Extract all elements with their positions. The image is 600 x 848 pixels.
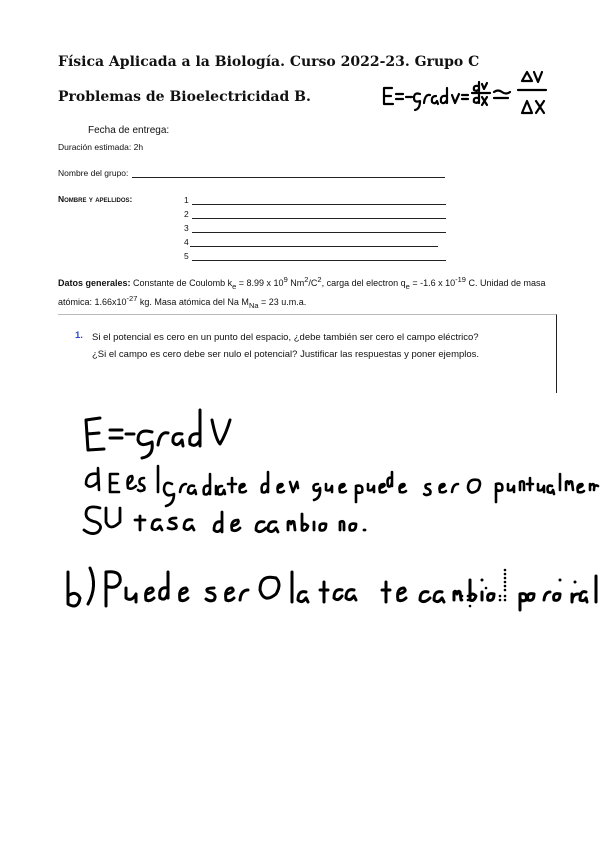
datos-sup: -19 — [455, 275, 466, 284]
name-number-2: 2 — [184, 209, 189, 219]
fecha-label: Fecha de entrega: — [88, 125, 170, 136]
name-number-1: 1 — [184, 195, 189, 205]
hw-line-4 — [68, 568, 575, 610]
datos-text: = -1.6 x 10 — [409, 278, 456, 288]
datos-text: Constante de Coulomb k — [130, 278, 233, 288]
datos-sup: 2 — [304, 275, 309, 284]
hw-line-1 — [86, 410, 230, 458]
datos-sub: e — [232, 281, 237, 291]
hw-line-2 — [86, 466, 598, 506]
datos-sup: 2 — [317, 275, 322, 284]
datos-text: kg. Masa atómica del Na M — [137, 296, 249, 307]
question-number: 1. — [75, 330, 83, 341]
question-line-1: Si el potencial es cero en un punto del espacio, ¿debe también ser cero el campo eléctrico? — [92, 332, 479, 343]
datos-text: Nm — [287, 278, 305, 288]
datos-sup: -27 — [126, 293, 138, 303]
datos-sub: e — [405, 281, 410, 291]
name-number-4: 4 — [184, 237, 189, 247]
hw-line-3 — [84, 507, 365, 534]
hw-header-formula — [384, 72, 546, 113]
datos-label: Datos generales: — [58, 278, 131, 288]
datos-sup: 9 — [283, 275, 288, 284]
question-line-2: ¿Si el campo es cero debe ser nulo el potencial? Justificar las respuestas y poner ejemplos. — [92, 349, 480, 360]
nombres-label: Nombre y apellidos: — [58, 194, 133, 204]
name-number-5: 5 — [184, 251, 189, 261]
hw-line-4-tail — [560, 576, 596, 602]
datos-text: , carga del electron q — [321, 278, 406, 288]
datos-text: C. Unidad de masa atómica: 1.66x10 — [58, 278, 546, 307]
page-subtitle: Problemas de Bioelectricidad B. — [58, 89, 311, 105]
datos-sub: Na — [248, 300, 259, 310]
name-number-3: 3 — [184, 223, 189, 233]
datos-text: /C — [308, 278, 318, 288]
datos-text: = 8.99 x 10 — [236, 278, 284, 288]
page-title: Física Aplicada a la Biología. Curso 2022-23. Grupo C — [58, 54, 480, 70]
duracion-label: Duración estimada: 2h — [58, 142, 144, 152]
grupo-label: Nombre del grupo: — [58, 168, 129, 178]
datos-text: = 23 u.m.a. — [258, 296, 307, 307]
hw-line-4b — [470, 588, 486, 606]
